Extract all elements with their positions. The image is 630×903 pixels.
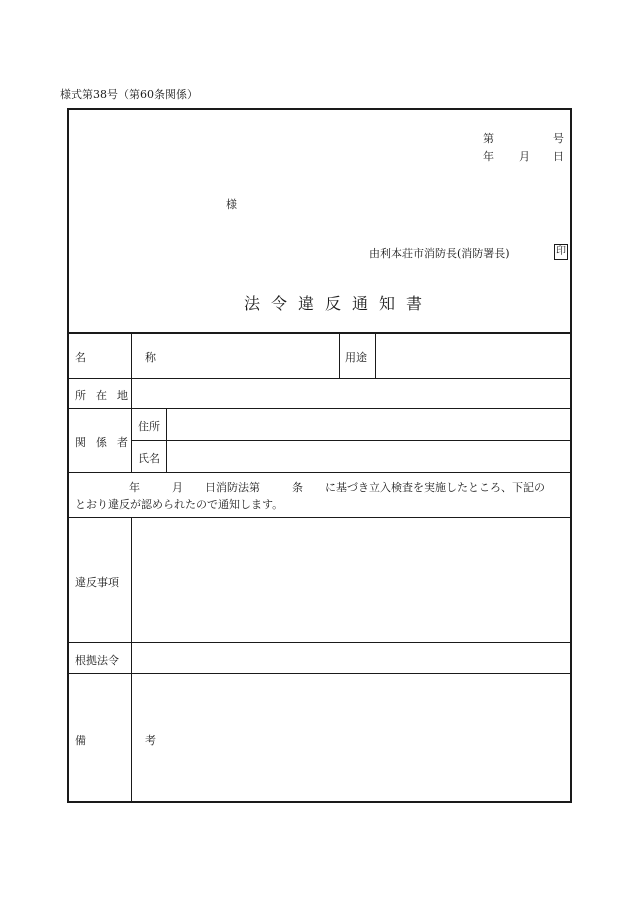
name-label: 名 称: [75, 351, 180, 364]
row-divider-5: [69, 517, 572, 518]
issuer-name: 由利本荘市消防長(消防署長): [369, 247, 510, 260]
location-label: 所在地: [75, 389, 138, 402]
addressee-suffix: 様: [226, 198, 237, 211]
statement-month: 月: [172, 481, 183, 494]
row-divider-7: [69, 673, 572, 674]
violation-label: 違反事項: [75, 576, 119, 589]
statement-line2: とおり違反が認められたので通知します。: [75, 498, 284, 511]
date-year: 年: [483, 150, 494, 163]
statement-text: [75, 479, 545, 513]
remarks-label: 備 考: [75, 734, 180, 747]
header-divider: [69, 332, 572, 334]
legal-basis-label: 根拠法令: [75, 654, 119, 667]
use-col-divider-right: [375, 332, 376, 378]
statement-law: 日消防法第: [205, 481, 260, 494]
row-divider-3: [131, 440, 572, 441]
use-label: 用途: [345, 351, 367, 364]
row-divider-2: [69, 408, 572, 409]
number-suffix: 号: [553, 132, 564, 145]
form-number: 様式第38号（第60条関係）: [60, 88, 198, 101]
statement-year: 年: [129, 481, 140, 494]
number-prefix: 第: [483, 132, 494, 145]
seal-mark: 印: [554, 244, 568, 260]
address-label: 住所: [138, 420, 160, 433]
label-col-divider-bottom: [131, 517, 132, 803]
use-col-divider-left: [339, 332, 340, 378]
date-day: 日: [553, 150, 564, 163]
notice-form: [67, 108, 572, 803]
statement-line1-rest: に基づき立入検査を実施したところ、下記の: [325, 481, 545, 494]
person-name-label: 氏名: [138, 452, 160, 465]
statement-article: 条: [292, 481, 303, 494]
row-divider-4: [69, 472, 572, 473]
row-divider-6: [69, 642, 572, 643]
date-month: 月: [519, 150, 530, 163]
party-subcol-divider: [166, 408, 167, 472]
party-label: 関係者: [75, 436, 138, 449]
form-title: 法令違反通知書: [244, 294, 434, 313]
row-divider-1: [69, 378, 572, 379]
